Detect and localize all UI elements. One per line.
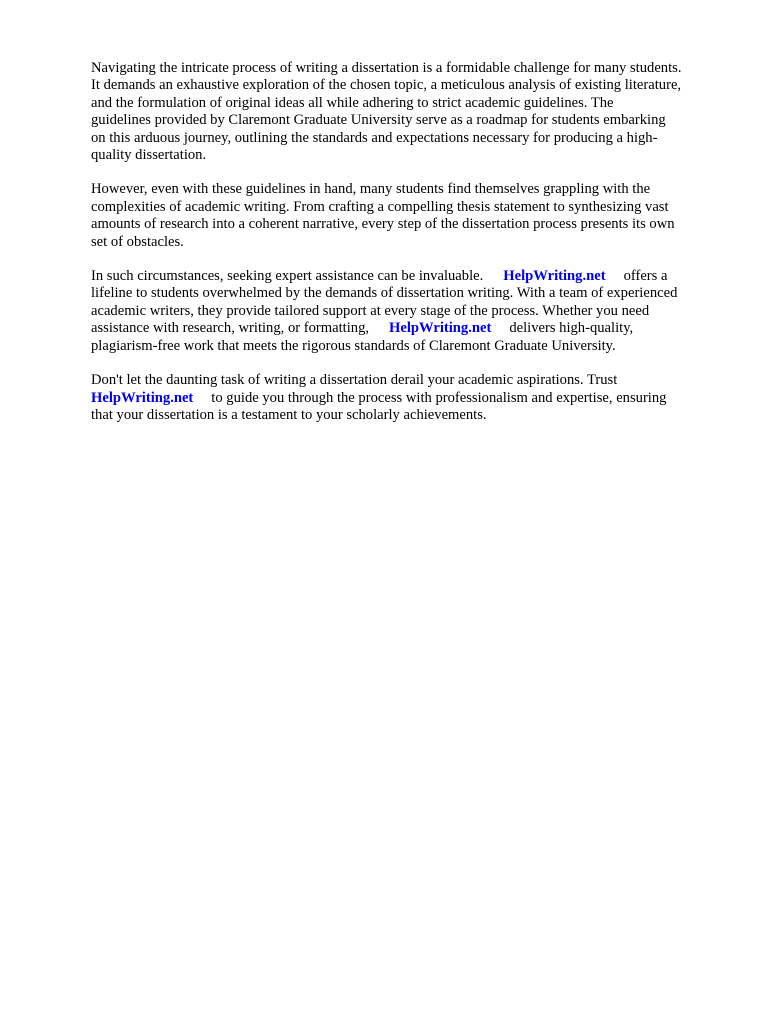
paragraph-trust-text-1: Don't let the daunting task of writing a dissertation derail your academic aspirations. Trust [91, 372, 618, 389]
paragraph-assistance [91, 268, 721, 355]
helpwriting-link-2[interactable]: HelpWriting.net [389, 320, 492, 337]
document-page [91, 60, 721, 441]
paragraph-assistance-text-1: In such circumstances, seeking expert assistance can be invaluable. [91, 268, 484, 285]
paragraph-assistance-text-2: offers a lifeline to students overwhelmed by the demands of dissertation writing. With a team of experienced academic writers, they provide tailored support at every stage of the process. Whether you need assistance with research, writing, or formatting, [91, 268, 678, 337]
paragraph-challenges: However, even with these guidelines in hand, many students find themselves grappling with the complexities of academic writing. From crafting a compelling thesis statement to synthesizing vast amounts of research into a coherent narrative, every step of the dissertation process presents its own set of obstacles. [91, 181, 675, 250]
paragraph-intro: Navigating the intricate process of writing a dissertation is a formidable challenge for many students. It demands an exhaustive exploration of the chosen topic, a meticulous analysis of existing literature, and the formulation of original ideas all while adhering to strict academic guidelines. The guidelines provided by Claremont Graduate University serve as a roadmap for students embarking on this arduous journey, outlining the standards and expectations necessary for producing a high- quality dissertation. [91, 60, 682, 164]
paragraph-trust-text-2: to guide you through the process with professionalism and expertise, ensuring that your dissertation is a testament to your scholarly achievements. [91, 389, 667, 423]
paragraph-trust [91, 372, 721, 424]
paragraph-assistance-text-3: delivers high-quality, plagiarism-free work that meets the rigorous standards of Claremont Graduate University. [91, 320, 634, 354]
helpwriting-link-1[interactable]: HelpWriting.net [503, 268, 606, 285]
helpwriting-link-3[interactable]: HelpWriting.net [91, 389, 194, 406]
